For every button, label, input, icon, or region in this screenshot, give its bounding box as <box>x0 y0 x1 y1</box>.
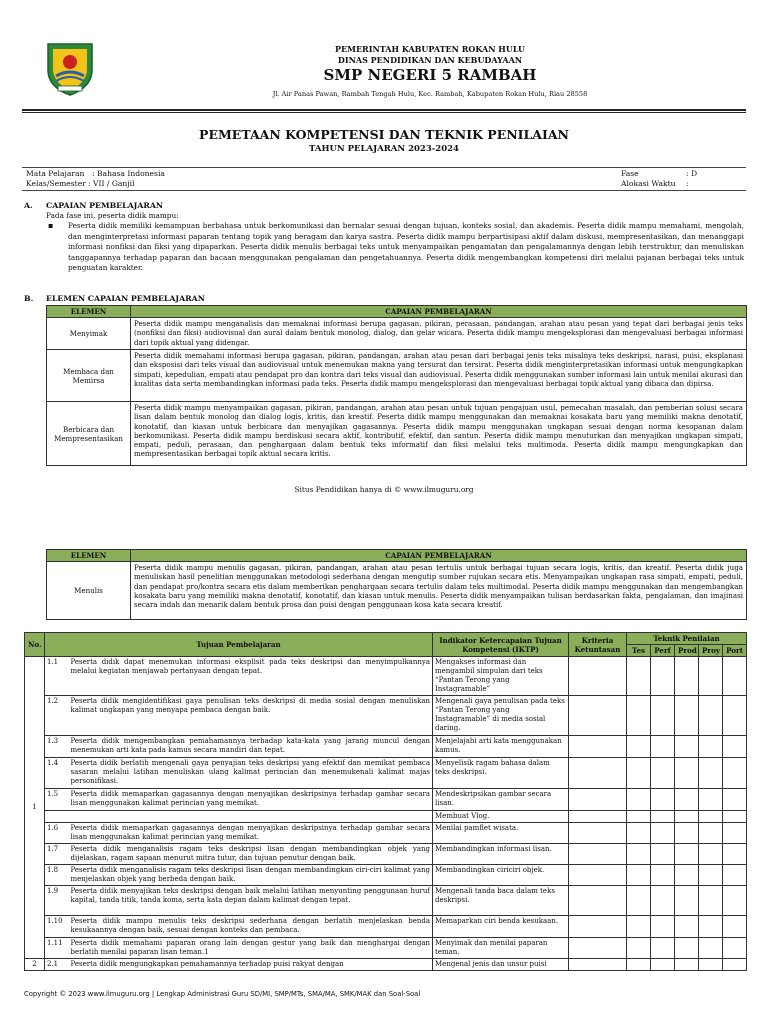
tp-text: Peserta didik memahami paparan orang lain dengan gestur yang baik dan menghargai dengan berlatih menilai paparan lisan teman.1 <box>69 938 433 959</box>
prod-cell <box>675 758 699 789</box>
table-row <box>47 562 747 620</box>
tp-text: Peserta didik mengembangkan pemahamannya terhadap kata-kata yang jarang muncul dengan menemukan arti kata pada kamus secara mandiri dan tepat. <box>69 736 433 758</box>
tp-text: Peserta didik berlatih mengenali gaya penyajian teks deskripsi yang efektif dan memikat pembaca sasaran melalui latihan menuliskan ulang kalimat perincian dan menemukenali kalimat majas personifikasi. <box>69 758 433 789</box>
proy-cell <box>699 916 723 938</box>
kriteria-cell <box>569 959 627 971</box>
perf-cell <box>651 657 675 696</box>
proy-cell <box>699 736 723 758</box>
perf-cell <box>651 844 675 865</box>
table-row <box>25 865 747 886</box>
tp-text: Peserta didik menyajikan teks deskripsi dengan baik melalui latihan menyunting penggunaan huruf kapital, tanda titik, tanda koma, serta kata depan dalam kalimat dengan tepat. <box>69 886 433 916</box>
col-capaian: CAPAIAN PEMBELAJARAN <box>131 306 747 318</box>
kriteria-cell <box>569 865 627 886</box>
perf-cell <box>651 938 675 959</box>
proy-cell <box>699 959 723 971</box>
col-tes: Tes <box>627 645 651 657</box>
page-caption: Situs Pendidikan hanya di © www.ilmuguru.org <box>294 485 474 494</box>
elemen-cell: Menyimak <box>47 318 131 350</box>
fase-label: Fase <box>621 169 639 178</box>
table-row <box>47 350 747 402</box>
letterhead <box>230 44 630 99</box>
tp-number: 1.9 <box>45 886 69 916</box>
capaian-cell: Peserta didik memahami informasi berupa gagasan, pikiran, pandangan, arahan atau pesan dari berbagai jenis teks misalnya teks deskripsi, narasi, puisi, eksplanasi dan eksposisi dari teks visual dan audiovisual untuk menemukan makna yang tersurat dan tersirat. Peserta didik menginterpretasikan informasi untuk mengungkapkan simpati, kepedulian, empati atau pendapat pro dan kontra dari teks visual dan audiovisual. Peserta didik menggunakan sumber informasi lain untuk menilai akurasi dan kualitas data serta membandingkan informasi pada teks. Peserta didik mampu mengeksplorasi dan mengevaluasi berbagai topik aktual yang dibaca dan dipirsa. <box>131 350 747 402</box>
tp-text: Peserta didik dapat menemukan informasi eksplisit pada teks deskripsi dan menyimpulkannya melalui kegiatan menjawab pertanyaan dengan tepat. <box>69 657 433 696</box>
tes-cell <box>627 736 651 758</box>
tp-text: Peserta didik memaparkan gagasannya dengan menyajikan deskripsinya terhadap gambar secara lisan menggunakan kalimat perincian yang memikat. <box>69 789 433 811</box>
iktp-text: Membandingkan ciriciri objek. <box>433 865 569 886</box>
prod-cell <box>675 823 699 844</box>
iktp-text: Mengenali gaya penulisan pada teks “Pantan Terong yang Instagramable” di media sosial daring. <box>433 696 569 736</box>
prod-cell <box>675 811 699 823</box>
tp-number: 1.6 <box>45 823 69 844</box>
col-port: Port <box>723 645 747 657</box>
tp-text: Peserta didik mengungkapkan pemahamannya terhadap puisi rakyat dengan <box>69 959 433 971</box>
section-a-letter: A. <box>24 201 33 210</box>
perf-cell <box>651 758 675 789</box>
table-row <box>47 318 747 350</box>
table-row <box>25 758 747 789</box>
section-b-heading: ELEMEN CAPAIAN PEMBELAJARAN <box>46 294 205 303</box>
table-row <box>25 736 747 758</box>
tes-cell <box>627 865 651 886</box>
tes-cell <box>627 657 651 696</box>
col-capaian: CAPAIAN PEMBELAJARAN <box>131 550 747 562</box>
kriteria-cell <box>569 758 627 789</box>
dept-name: DINAS PENDIDIKAN DAN KEBUDAYAAN <box>337 55 523 65</box>
tes-cell <box>627 789 651 811</box>
iktp-text: Membuat Vlog. <box>433 811 569 823</box>
port-cell <box>723 657 747 696</box>
port-cell <box>723 811 747 823</box>
tp-number: 1.2 <box>45 696 69 736</box>
table-row <box>25 938 747 959</box>
port-cell <box>723 938 747 959</box>
perf-cell <box>651 823 675 844</box>
tp-text: Peserta didik menganalisis ragam teks deskripsi lisan dengan membandingkan objek yang dijelaskan, ragam sapaan menurut mitra tutur, dan tujuan penutur dengan baik. <box>69 844 433 865</box>
section-a-heading: CAPAIAN PEMBELAJARAN <box>46 201 164 210</box>
kriteria-cell <box>569 844 627 865</box>
table-row <box>47 402 747 466</box>
tes-cell <box>627 938 651 959</box>
table-row <box>25 959 747 971</box>
kelas-value: : VII / Ganjil <box>88 179 135 188</box>
bullet-icon: ▪ <box>48 221 54 230</box>
capaian-cell: Peserta didik mampu menganalisis dan memaknai informasi berupa gagasan, pikiran, perasaan, pandangan, arahan atau pesan yang tepat dari berbagai jenis teks (nonfiksi dan fiksi) audiovisual dan aural dalam bentuk monolog, dialog, dan gelar wicara. Peserta didik mampu mengeksplorasi dan mengevaluasi berbagai informasi dari topik aktual yang didengar. <box>131 318 747 350</box>
capaian-cell: Peserta didik mampu menulis gagasan, pikiran, pandangan, arahan atau pesan tertulis untuk berbagai tujuan secara logis, kritis, dan kreatif. Peserta didik juga menuliskan hasil penelitian menggunakan metodologi sederhana dengan mengutip sumber rujukan secara etis. Menyampaikan ungkapan rasa simpati, empati, peduli, dan pendapat pro/kontra secara etis dalam memberikan penghargaan secara tertulis dalam teks multimodal. Peserta didik mampu menggunakan dan mengembangkan kosakata baru yang memiliki makna denotatif, konotatif, dan kiasan untuk menulis. Peserta didik menyampaikan tulisan berdasarkan fakta, pengalaman, dan imajinasi secara indah dan menarik dalam bentuk prosa dan puisi dengan penggunaan kosa kata secara kreatif. <box>131 562 747 620</box>
tp-number: 2.1 <box>45 959 69 971</box>
table-row <box>25 886 747 916</box>
tp-number: 1.7 <box>45 844 69 865</box>
section-a-bullet: Peserta didik memiliki kemampuan berbahasa untuk berkomunikasi dan bernalar sesuai dengan tujuan, konteks sosial, dan akademis. Peserta didik mampu memahami, mengolah, dan menginterpretasi informasi paparan tentang topik yang beragam dan karya sastra. Peserta didik mampu berpartisipasi aktif dalam diskusi, mempresentasikan, dan menanggapi informasi nonfiksi dan fiksi yang dipaparkan. Peserta didik menulis berbagai teks untuk menyampaikan pengamatan dan pengalamannya dengan lebih terstruktur, dan menuliskan tanggapannya terhadap paparan dan bacaan menggunakan pengalaman dan pengetahuannya. Peserta didik mengembangkan kompetensi diri melalui pajanan berbagai teks untuk penguatan karakter. <box>68 221 744 273</box>
page-subtitle: TAHUN PELAJARAN 2023-2024 <box>309 144 459 154</box>
capaian-cell: Peserta didik mampu menyampaikan gagasan, pikiran, pandangan, arahan atau pesan untuk tujuan pengajuan usul, pemecahan masalah, dan pemberian solusi secara lisan dalam bentuk monolog dan dialog logis, kritis, dan kreatif. Peserta didik mampu menggunakan dan memaknai kosakata baru yang memiliki makna denotatif, konotatif, dan kiasan untuk berbicara dan menyajikan gagasannya. Peserta didik mampu menggunakan ungkapan sesuai dengan norma kesopanan dalam berkomunikasi. Peserta didik mampu berdiskusi secara aktif, kontributif, efektif, dan santun. Peserta didik mampu menuturkan dan menyajikan ungkapan simpati, empati, peduli, perasaan, dan penghargaan dalam bentuk teks informatif dan fiksi melalui teks multimoda. Peserta didik mampu mengungkapkan dan mempresentasikan berbagai topik aktual secara kritis. <box>131 402 747 466</box>
port-cell <box>723 844 747 865</box>
kriteria-cell <box>569 736 627 758</box>
meta-rule-bottom <box>22 190 746 191</box>
col-no: No. <box>25 633 45 657</box>
iktp-text: Mengenal jenis dan unsur puisi <box>433 959 569 971</box>
prod-cell <box>675 916 699 938</box>
letterhead-rule <box>22 109 746 111</box>
tes-cell <box>627 811 651 823</box>
proy-cell <box>699 823 723 844</box>
fase-value: : D <box>686 169 698 178</box>
tp-number: 1.3 <box>45 736 69 758</box>
port-cell <box>723 736 747 758</box>
prod-cell <box>675 657 699 696</box>
tp-body <box>25 657 747 971</box>
kriteria-cell <box>569 811 627 823</box>
table-row <box>25 657 747 696</box>
tp-text: Peserta didik mengidentifikasi gaya penulisan teks deskripsi di media sosial dengan menuliskan kalimat ungkapan yang menyapa pembaca dengan baik. <box>69 696 433 736</box>
tes-cell <box>627 916 651 938</box>
proy-cell <box>699 758 723 789</box>
iktp-text: Menyimak dan menilai paparan teman. <box>433 938 569 959</box>
menulis-table-header <box>47 550 747 562</box>
kriteria-cell <box>569 916 627 938</box>
tp-text: Peserta didik menganalisis ragam teks deskripsi lisan dengan membandingkan ciri-ciri kalimat yang menjelaskan objek yang berbeda dengan baik. <box>69 865 433 886</box>
proy-cell <box>699 938 723 959</box>
prod-cell <box>675 789 699 811</box>
tp-text: Peserta didik memaparkan gagasannya dengan menyajikan deskripsinya terhadap gambar secara lisan menggunakan kalimat perincian yang memikat. <box>69 823 433 844</box>
waktu-label: Alokasi Waktu <box>621 179 676 188</box>
kriteria-cell <box>569 696 627 736</box>
page-title: PEMETAAN KOMPETENSI DAN TEKNIK PENILAIAN <box>199 127 569 142</box>
perf-cell <box>651 865 675 886</box>
col-proy: Proy <box>699 645 723 657</box>
proy-cell <box>699 865 723 886</box>
iktp-text: Menyelisik ragam bahasa dalam teks deskripsi. <box>433 758 569 789</box>
tp-text: Peserta didik mampu menulis teks deskripsi sederhana dengan berlatih menjelaskan benda kesukaannya dengan baik, sesuai dengan konteks dan pembaca. <box>69 916 433 938</box>
tp-number <box>45 811 69 823</box>
tp-table <box>24 632 747 971</box>
page-footer: Copyright © 2023 www.ilmuguru.org | Lengkap Administrasi Guru SD/MI, SMP/MTs, SMA/MA, SMK/MAK dan Soal-Soal <box>24 990 421 998</box>
section-b-letter: B. <box>24 294 34 303</box>
perf-cell <box>651 811 675 823</box>
elemen-table <box>46 305 747 466</box>
kriteria-cell <box>569 823 627 844</box>
prod-cell <box>675 736 699 758</box>
prod-cell <box>675 696 699 736</box>
proy-cell <box>699 886 723 916</box>
tp-number: 1.5 <box>45 789 69 811</box>
regency-crest-icon <box>44 40 96 96</box>
school-name: SMP NEGERI 5 RAMBAH <box>323 66 537 84</box>
prod-cell <box>675 938 699 959</box>
prod-cell <box>675 844 699 865</box>
tes-cell <box>627 823 651 844</box>
table-row <box>25 823 747 844</box>
port-cell <box>723 865 747 886</box>
tes-cell <box>627 959 651 971</box>
col-elemen: ELEMEN <box>47 306 131 318</box>
iktp-text: Mendeskripsikan gambar secara lisan. <box>433 789 569 811</box>
col-iktp: Indikator Ketercapaian Tujuan Kompetensi (IKTP) <box>433 633 569 657</box>
iktp-text: Membandingkan informasi lisan. <box>433 844 569 865</box>
proy-cell <box>699 811 723 823</box>
perf-cell <box>651 916 675 938</box>
perf-cell <box>651 789 675 811</box>
proy-cell <box>699 789 723 811</box>
col-elemen: ELEMEN <box>47 550 131 562</box>
elemen-table-header <box>47 306 747 318</box>
port-cell <box>723 823 747 844</box>
table-row <box>25 844 747 865</box>
perf-cell <box>651 696 675 736</box>
proy-cell <box>699 657 723 696</box>
section-a-intro: Pada fase ini, peserta didik mampu: <box>46 211 179 220</box>
tp-number: 1.11 <box>45 938 69 959</box>
iktp-text: Menjelajahi arti kata menggunakan kamus. <box>433 736 569 758</box>
tp-number: 1.8 <box>45 865 69 886</box>
group-number: 2 <box>25 959 45 971</box>
meta-rule-top <box>22 167 746 168</box>
prod-cell <box>675 865 699 886</box>
kriteria-cell <box>569 789 627 811</box>
col-kriteria: Kriteria Ketuntasan <box>569 633 627 657</box>
tp-text <box>69 811 433 823</box>
elemen-cell: Berbicara dan Mempresentasikan <box>47 402 131 466</box>
tp-header-row-1 <box>25 633 747 645</box>
iktp-text: Memaparkan ciri benda kesukaan. <box>433 916 569 938</box>
gov-name: PEMERINTAH KABUPATEN ROKAN HULU <box>334 44 525 54</box>
port-cell <box>723 758 747 789</box>
menulis-table <box>46 549 747 620</box>
elemen-cell: Menulis <box>47 562 131 620</box>
kelas-label: Kelas/Semester <box>26 179 86 188</box>
letterhead-rule-thin <box>22 112 746 113</box>
table-row <box>25 916 747 938</box>
tes-cell <box>627 844 651 865</box>
col-tujuan: Tujuan Pembelajaran <box>45 633 433 657</box>
table-row <box>25 811 747 823</box>
mapel-value: : Bahasa Indonesia <box>92 169 165 178</box>
prod-cell <box>675 886 699 916</box>
tes-cell <box>627 696 651 736</box>
school-address: Jl. Air Panas Pawan, Rambah Tengah Hulu, Kec. Rambah, Kabupaten Rokan Hulu, Riau 28558 <box>272 90 588 98</box>
port-cell <box>723 789 747 811</box>
port-cell <box>723 696 747 736</box>
perf-cell <box>651 959 675 971</box>
port-cell <box>723 959 747 971</box>
waktu-value: : <box>686 179 689 188</box>
proy-cell <box>699 696 723 736</box>
perf-cell <box>651 886 675 916</box>
group-number: 1 <box>25 657 45 959</box>
port-cell <box>723 886 747 916</box>
tes-cell <box>627 758 651 789</box>
tp-number: 1.10 <box>45 916 69 938</box>
iktp-text: Mengenali tanda baca dalam teks deskripsi. <box>433 886 569 916</box>
tes-cell <box>627 886 651 916</box>
kriteria-cell <box>569 886 627 916</box>
proy-cell <box>699 844 723 865</box>
kriteria-cell <box>569 938 627 959</box>
col-perf: Perf <box>651 645 675 657</box>
port-cell <box>723 916 747 938</box>
perf-cell <box>651 736 675 758</box>
col-prod: Prod <box>675 645 699 657</box>
kriteria-cell <box>569 657 627 696</box>
iktp-text: Mengakses informasi dan mengambil simpulan dari teks “Pantan Terong yang Instagramable” <box>433 657 569 696</box>
iktp-text: Menilai pamflet wisata. <box>433 823 569 844</box>
mapel-label: Mata Pelajaran <box>26 169 85 178</box>
col-teknik: Teknik Penilaian <box>627 633 747 645</box>
prod-cell <box>675 959 699 971</box>
tp-number: 1.1 <box>45 657 69 696</box>
tp-number: 1.4 <box>45 758 69 789</box>
table-row <box>25 789 747 811</box>
table-row <box>25 696 747 736</box>
elemen-cell: Membaca dan Memirsa <box>47 350 131 402</box>
